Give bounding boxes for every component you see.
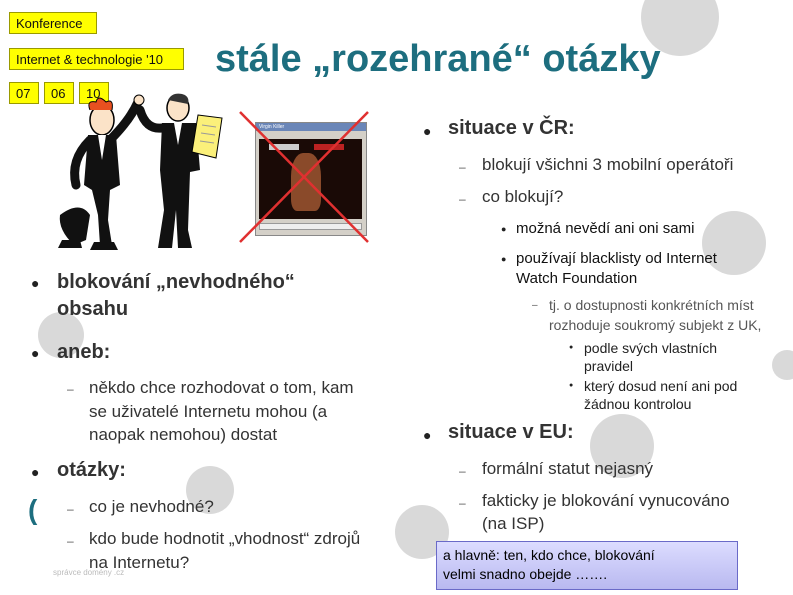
right-s1: situace v ČR: (448, 117, 575, 139)
dash-bullet: – (67, 382, 74, 396)
dash-bullet: – (67, 502, 74, 516)
right-s1-b2-sub-b-line2: žádnou kontrolou (584, 396, 692, 412)
right-s2-b-line1: fakticky je blokování vynucováno (482, 491, 730, 510)
left-b3-sub2-line2: na Internetu? (89, 553, 190, 572)
left-b1-line1: blokování „nevhodného“ (57, 271, 295, 293)
date-month: 06 (44, 82, 74, 104)
page-title: stále „rozehrané“ otázky (215, 38, 661, 80)
callout-line1: a hlavně: ten, kdo chce, blokování (443, 547, 655, 563)
left-b1-line2: obsahu (57, 298, 129, 320)
bullet-dot: ● (569, 344, 574, 351)
right-s1-b: co blokují? (482, 187, 564, 206)
right-s2-b-line2: (na ISP) (482, 514, 545, 533)
dash-bullet: – (459, 192, 466, 206)
left-b2-sub-line3: naopak nemohou) dostat (89, 425, 278, 444)
bullet-dot: ● (501, 254, 507, 264)
left-b3-sub1: co je nevhodné? (89, 497, 214, 516)
left-b3-sub2-line1: kdo bude hodnotit „vhodnost“ zdrojů (89, 529, 361, 548)
dash-bullet: – (459, 160, 466, 174)
dash-bullet: – (459, 496, 466, 510)
callout-box (436, 541, 738, 590)
bullet-dot: ● (31, 464, 40, 480)
right-s1-b2-line2: Watch Foundation (516, 270, 638, 287)
red-cross-icon (236, 108, 372, 246)
left-b2: aneb: (57, 341, 111, 363)
callout-line2: velmi snadno obejde ……. (443, 566, 608, 582)
date-day: 07 (9, 82, 39, 104)
bullet-dot: ● (423, 427, 432, 443)
right-s2-a: formální statut nejasný (482, 459, 654, 478)
date-year: 10 (79, 82, 109, 104)
right-s1-a: blokují všichni 3 mobilní operátoři (482, 155, 734, 174)
left-b2-sub-line2: se uživatelé Internetu mohou (a (89, 402, 328, 421)
footer-logo-mark: ( (28, 494, 38, 525)
right-s2: situace v EU: (448, 421, 574, 443)
dash-bullet: – (532, 300, 538, 311)
right-s1-b2-sub-line1: tj. o dostupnosti konkrétních míst (549, 297, 754, 313)
bullet-dot: ● (31, 275, 40, 291)
right-s1-b1: možná nevědí ani oni sami (516, 220, 695, 237)
browser-titlebar: Virgin Killer (256, 123, 366, 131)
cartoon-men-figures (50, 90, 235, 255)
left-b2-sub-line1: někdo chce rozhodovat o tom, kam (89, 378, 354, 397)
bullet-dot: ● (31, 345, 40, 361)
right-s1-b2-sub-line2: rozhoduje soukromý subjekt z UK, (549, 317, 762, 333)
decor-circle (772, 350, 793, 380)
bullet-dot: ● (569, 382, 574, 389)
event-badge: Internet & technologie '10 (9, 48, 184, 70)
right-s1-b2-sub-b-line1: který dosud není ani pod (584, 378, 738, 394)
right-s1-b2-sub-a-line1: podle svých vlastních (584, 340, 718, 356)
dash-bullet: – (459, 464, 466, 478)
footer-logo: správce domény .cz (53, 568, 125, 577)
bullet-dot: ● (423, 123, 432, 139)
right-s1-b2-sub-a-line2: pravidel (584, 358, 634, 374)
dash-bullet: – (67, 534, 74, 548)
conference-badge: Konference (9, 12, 97, 34)
bullet-dot: ● (501, 224, 507, 234)
left-b3: otázky: (57, 459, 126, 481)
right-s1-b2-line1: používají blacklisty od Internet (516, 250, 717, 267)
